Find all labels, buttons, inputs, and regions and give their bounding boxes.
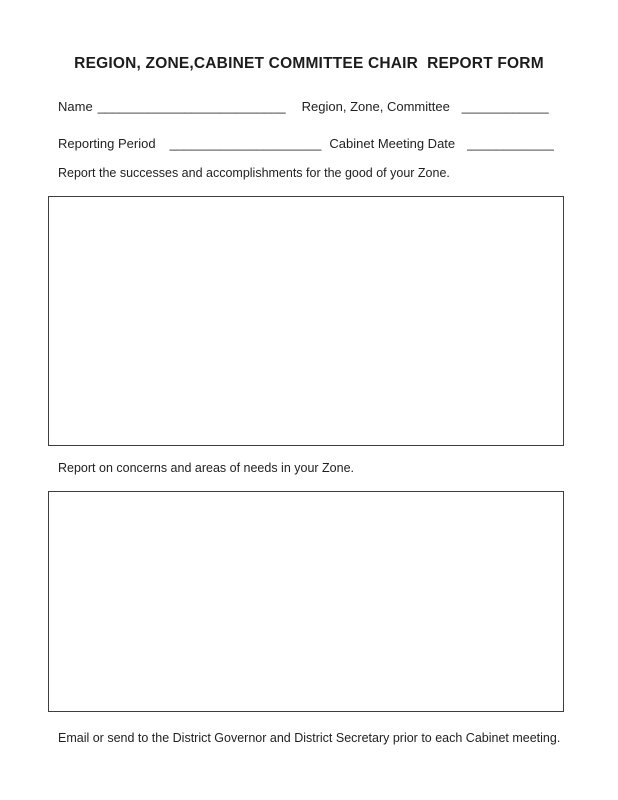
cabinet-meeting-date-label: Cabinet Meeting Date — [329, 136, 456, 151]
period-meeting-row — [58, 136, 568, 151]
reporting-period-label: Reporting Period — [58, 136, 156, 151]
footer-note: Email or send to the District Governor and District Secretary prior to each Cabinet meeting. — [58, 731, 561, 745]
successes-prompt: Report the successes and accomplishments for the good of your Zone. — [58, 166, 450, 180]
region-zone-committee-label: Region, Zone, Committee — [301, 99, 450, 114]
name-blank-field[interactable]: __________________________ — [97, 99, 286, 114]
successes-report-box[interactable] — [48, 196, 564, 446]
reporting-period-blank-field[interactable]: _____________________ — [169, 136, 322, 151]
concerns-report-box[interactable] — [48, 491, 564, 712]
region-zone-committee-blank-field[interactable]: ____________ — [461, 99, 549, 114]
cabinet-meeting-date-blank-field[interactable]: ____________ — [467, 136, 554, 151]
concerns-prompt: Report on concerns and areas of needs in your Zone. — [58, 461, 355, 475]
name-region-row — [58, 99, 568, 114]
name-label: Name — [58, 99, 93, 114]
page-title: REGION, ZONE,CABINET COMMITTEE CHAIR REPORT FORM — [74, 55, 544, 72]
